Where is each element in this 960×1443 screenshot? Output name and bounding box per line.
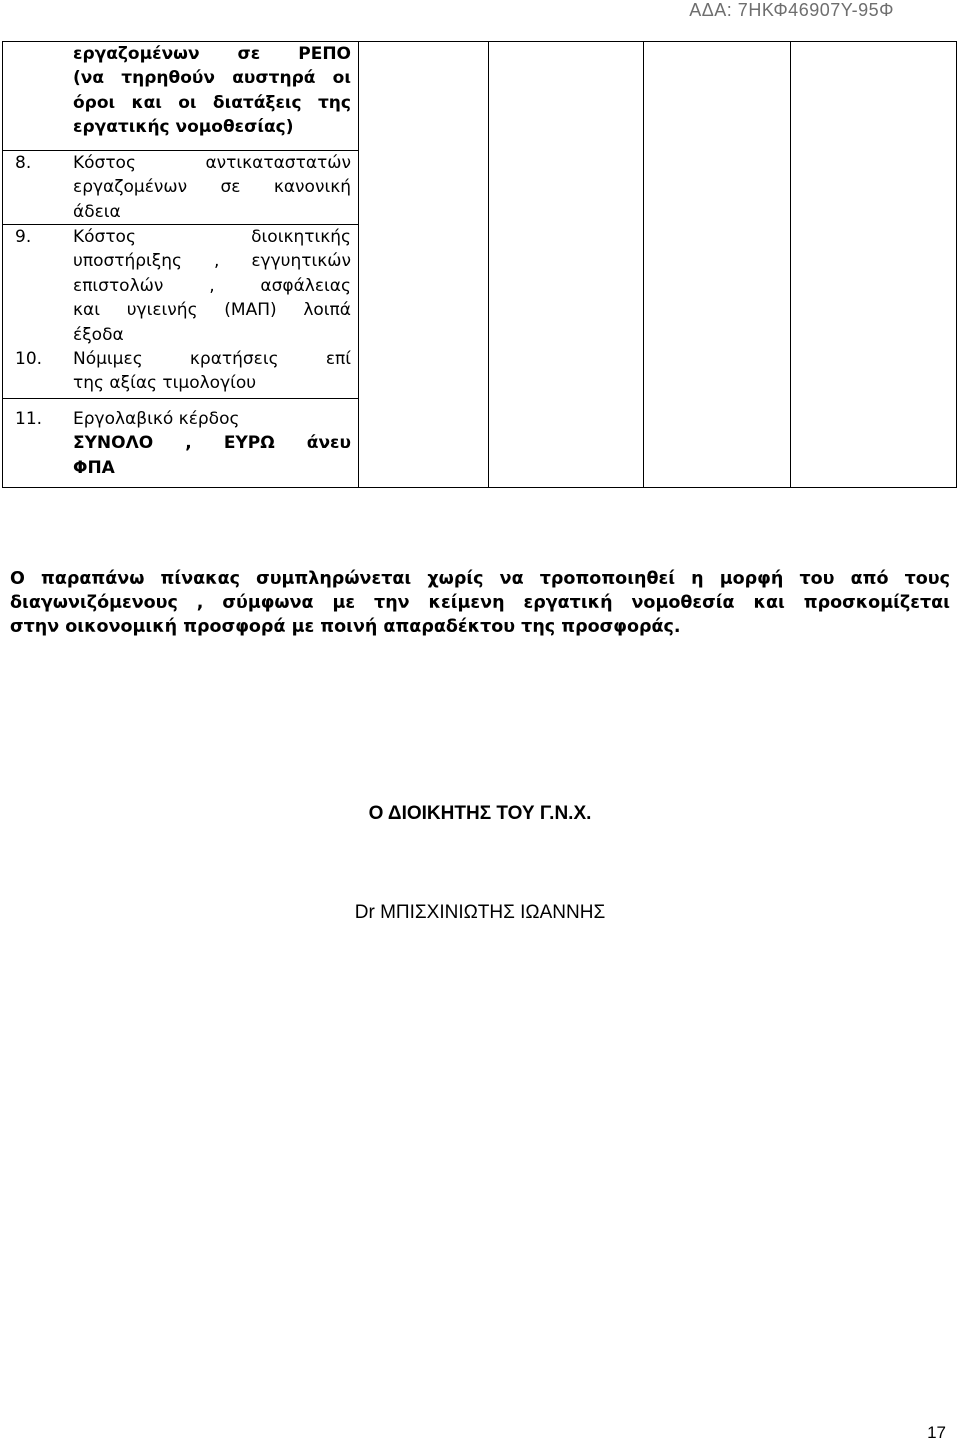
row-text: εργατικής νομοθεσίας) xyxy=(73,117,294,138)
table-row xyxy=(3,42,359,151)
row-text: και υγιεινής (ΜΑΠ) λοιπά xyxy=(73,300,351,321)
row-text: ΣΥΝΟΛΟ , ΕΥΡΩ άνευ xyxy=(73,433,351,454)
row-text: Εργολαβικό κέρδος xyxy=(73,409,240,429)
row-text: Νόμιμες κρατήσεις επί xyxy=(73,348,351,369)
row-number: 9. xyxy=(15,227,32,247)
signatory-title: Ο ΔΙΟΙΚΗΤΗΣ ΤΟΥ Γ.Ν.Χ. xyxy=(368,803,592,824)
row-number: 11. xyxy=(15,409,43,429)
row-text: Κόστος διοικητικής xyxy=(73,227,351,247)
row-number: 10. xyxy=(15,348,43,369)
row-text: όροι και οι διατάξεις της xyxy=(73,92,351,113)
row-text: Κόστος αντικαταστατών xyxy=(73,153,351,173)
row-number: 8. xyxy=(15,153,32,173)
table-row xyxy=(3,399,359,487)
ada-code: ΑΔΑ: 7ΗΚΦ46907Υ-95Φ xyxy=(689,0,894,20)
table-row xyxy=(3,224,359,399)
signatory-name: Dr ΜΠΙΣΧΙΝΙΩΤΗΣ ΙΩΑΝΝΗΣ xyxy=(354,902,606,923)
note-line: στην οικονομική προσφορά με ποινή απαραδέκτου της προσφοράς. xyxy=(10,617,681,637)
row-text: άδεια xyxy=(73,201,121,222)
column-divider xyxy=(488,42,489,487)
table-row xyxy=(3,151,359,224)
row-text: (να τηρηθούν αυστηρά οι xyxy=(73,68,351,89)
row-text: υποστήριξης , εγγυητικών xyxy=(73,251,351,272)
page-number: 17 xyxy=(927,1423,946,1442)
note-line: Ο παραπάνω πίνακας συμπληρώνεται χωρίς να τροποποιηθεί η μορφή του από τους xyxy=(10,569,950,589)
column-divider xyxy=(790,42,791,487)
row-text: ΦΠΑ xyxy=(73,457,115,478)
row-text: έξοδα xyxy=(73,324,124,345)
row-text: επιστολών , ασφάλειας xyxy=(73,275,351,296)
note-line: διαγωνιζόμενους , σύμφωνα με την κείμενη εργατική νομοθεσία και προσκομίζεται xyxy=(10,593,950,613)
table-note xyxy=(10,567,950,639)
row-text: της αξίας τιμολογίου xyxy=(73,373,257,394)
cost-table xyxy=(2,41,957,488)
column-divider xyxy=(643,42,644,487)
row-text: εργαζομένων σε ΡΕΠΟ xyxy=(73,44,351,64)
row-text: εργαζομένων σε κανονική xyxy=(73,177,351,198)
